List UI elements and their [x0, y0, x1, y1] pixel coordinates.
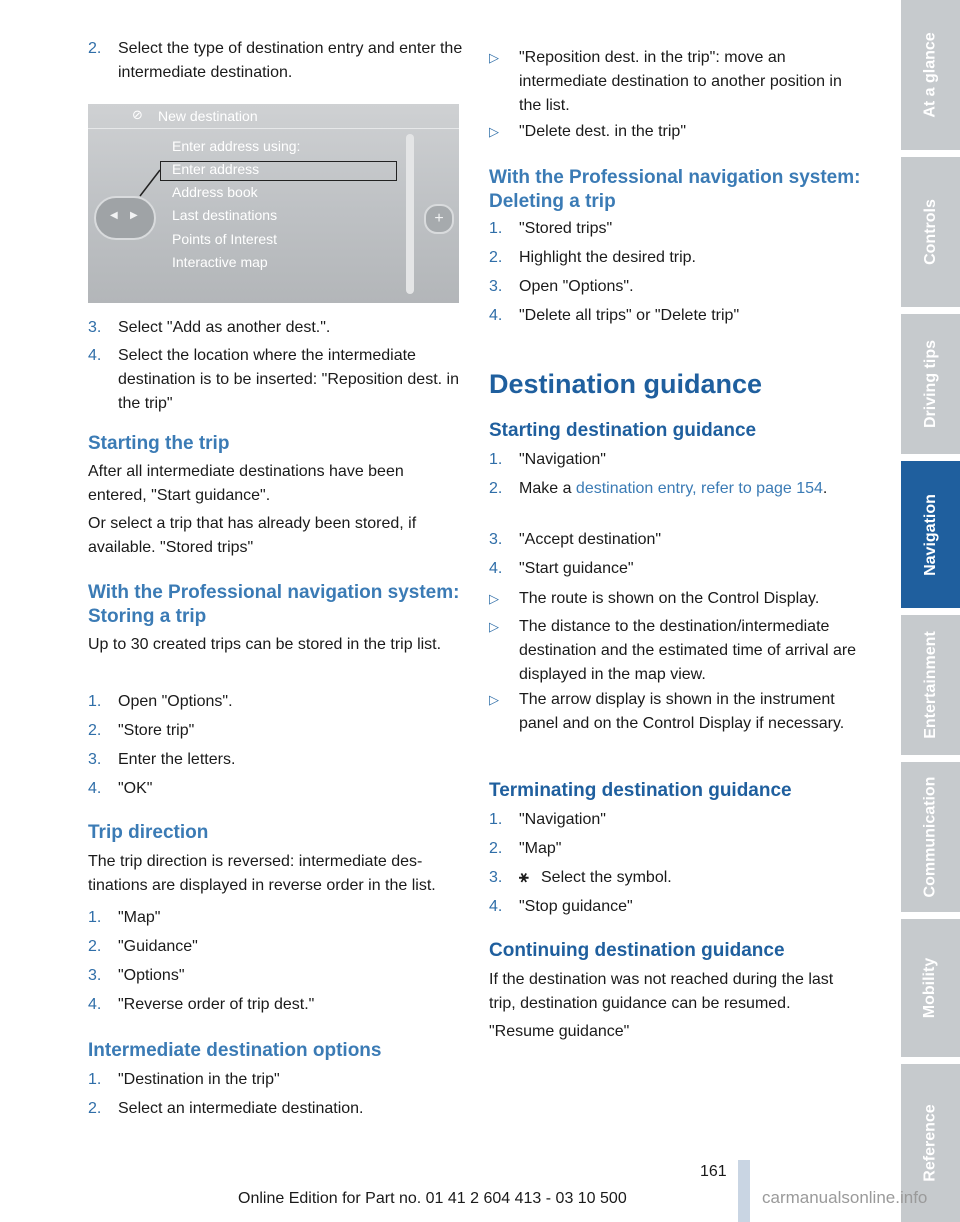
section-heading: Intermediate destination options [88, 1040, 382, 1061]
section-heading: Trip direction [88, 822, 209, 843]
page-marker [738, 1160, 750, 1222]
controller-knob-icon: ◀ ▶ [94, 196, 156, 240]
list-item: 3. Enter the letters. [88, 751, 236, 768]
screen-menu-item: Enter address [172, 161, 260, 177]
tab-mobility[interactable]: Mobility [901, 919, 960, 1057]
page-reference-link[interactable]: destination entry, refer to page 154 [575, 480, 823, 497]
tab-driving-tips[interactable]: Driving tips [901, 314, 960, 454]
list-item: 1. "Stored trips" [489, 220, 613, 237]
bullet-item: ▷ The distance to the destination/intermediate destination and the estimated time of arrival are displayed in the map view. [489, 618, 857, 683]
footer-text: Online Edition for Part no. 01 41 2 604 413 - 03 10 500 [238, 1190, 627, 1207]
list-item: 4. "Start guidance" [489, 560, 634, 577]
list-item: 3. "Options" [88, 967, 185, 984]
screen-menu-item: Address book [172, 184, 258, 200]
paragraph: The trip direction is reversed: intermediate destinations are displayed in reverse order in the list. [88, 853, 436, 894]
bullet-item: ▷ The arrow display is shown in the instrument panel and on the Control Display if necessary. [489, 691, 845, 732]
list-item: 1. "Navigation" [489, 811, 606, 828]
list-item: 2. Highlight the desired trip. [489, 249, 696, 266]
list-item: 1. "Destination in the trip" [88, 1071, 280, 1088]
bullet-item: ▷ The route is shown on the Control Display. [489, 590, 820, 607]
list-item: 3. Select "Add as another dest.". [88, 319, 331, 336]
list-item: 4. Select the location where the intermediate destination is to be inserted: "Reposition dest. in the trip" [88, 347, 459, 412]
section-heading: Continuing destination guidance [489, 940, 785, 961]
paragraph: After all intermediate destinations have been entered, "Start guidance". [88, 463, 404, 504]
screen-menu-item: Points of Interest [172, 231, 278, 247]
bullet-item: ▷ "Delete dest. in the trip" [489, 123, 686, 140]
paragraph: Or select a trip that has already been stored, if available. "Stored trips" [88, 515, 417, 556]
section-heading: With the Professional navigation system: Storing a trip [88, 582, 460, 627]
tab-reference[interactable]: Reference [901, 1064, 960, 1222]
list-item: 4. "Stop guidance" [489, 898, 633, 915]
paragraph: "Resume guidance" [489, 1023, 630, 1040]
screen-menu-item: Last destinations [172, 207, 278, 223]
list-item: 4. "Reverse order of trip dest." [88, 996, 315, 1013]
page-number: 161 [700, 1163, 727, 1180]
tab-communication[interactable]: Communication [901, 762, 960, 912]
tab-controls[interactable]: Controls [901, 157, 960, 307]
list-item: 2. Select the type of destination entry and enter the intermediate destination. [88, 40, 463, 81]
chapter-tabs [901, 0, 960, 1222]
paragraph: Up to 30 created trips can be stored in the trip list. [88, 636, 442, 653]
screen-title: New destination [158, 108, 258, 124]
section-heading: With the Professional navigation system: Deleting a trip [489, 167, 861, 212]
tab-entertainment[interactable]: Entertainment [901, 615, 960, 755]
list-item: 4. "Delete all trips" or "Delete trip" [489, 307, 740, 324]
list-item: 2. Make a destination entry, refer to page 154. [489, 480, 828, 497]
route-symbol-icon: ⚹ [519, 869, 529, 886]
leader-line [88, 104, 459, 303]
chapter-title: Destination guidance [489, 369, 763, 399]
plus-icon: + [424, 204, 454, 234]
navigation-icon: ⊘ [132, 107, 143, 122]
list-item: 2. Select an intermediate destination. [88, 1100, 364, 1117]
paragraph: If the destination was not reached during the last trip, destination guidance can be resumed. [489, 971, 834, 1012]
section-heading: Terminating destination guidance [489, 780, 792, 801]
section-heading: Starting the trip [88, 433, 230, 454]
list-item: 2. "Map" [489, 840, 562, 857]
list-item: 2. "Store trip" [88, 722, 195, 739]
list-item: 3. ⚹ Select the symbol. [489, 866, 861, 890]
list-item: 2. "Guidance" [88, 938, 198, 955]
bullet-item: ▷ "Reposition dest. in the trip": move an intermediate destination to another position in the list. [489, 49, 842, 114]
screen-menu-item: Interactive map [172, 254, 268, 270]
tab-navigation[interactable]: Navigation [901, 461, 960, 608]
list-item: 1. "Navigation" [489, 451, 606, 468]
list-item: 4. "OK" [88, 780, 153, 797]
list-item: 1. "Map" [88, 909, 161, 926]
watermark: carmanualsonline.info [762, 1188, 928, 1207]
list-item: 1. Open "Options". [88, 693, 233, 710]
control-display-screenshot [88, 104, 459, 303]
section-heading: Starting destination guidance [489, 420, 757, 441]
list-item: 3. "Accept destination" [489, 531, 662, 548]
screen-menu-item: Enter address using: [172, 138, 301, 154]
tab-at-a-glance[interactable]: At a glance [901, 0, 960, 150]
list-item: 3. Open "Options". [489, 278, 634, 295]
